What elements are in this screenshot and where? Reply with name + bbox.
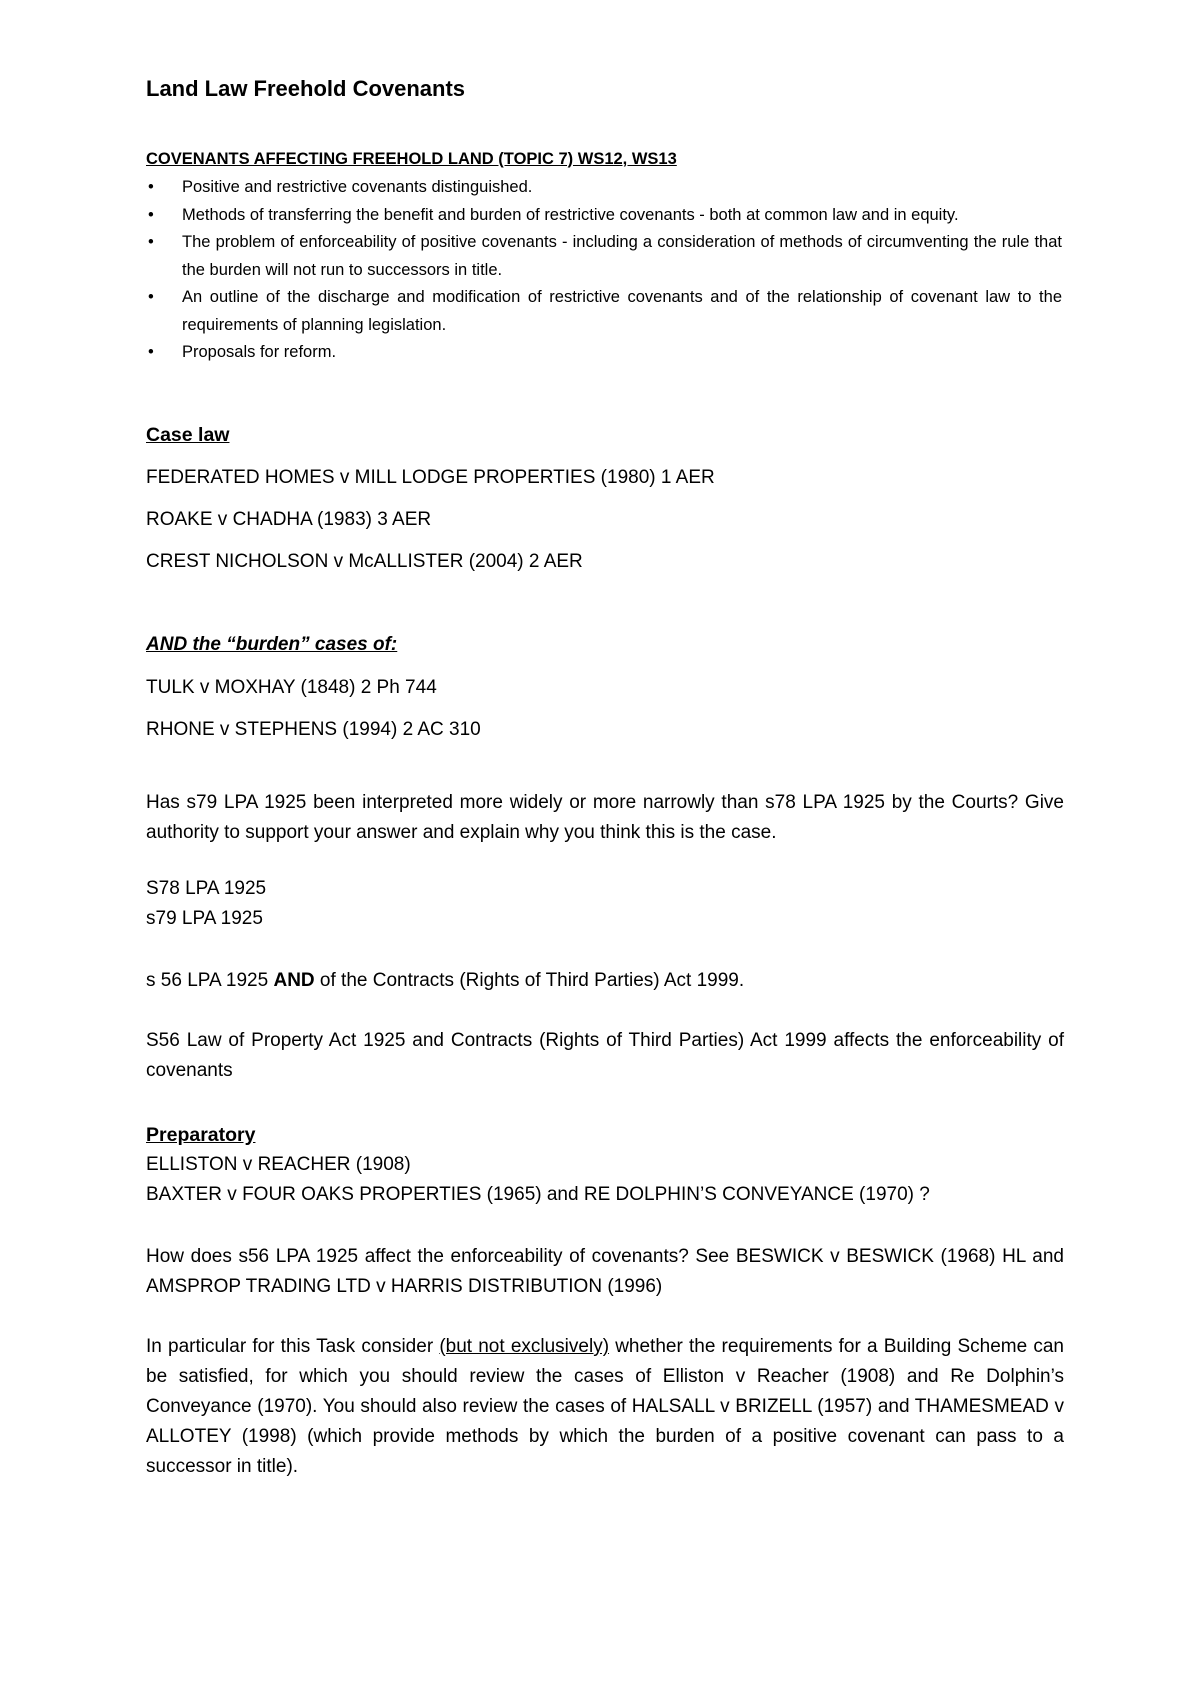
task-paragraph [146,1332,1064,1482]
case-citation: TULK v MOXHAY (1848) 2 Ph 744 [146,677,437,698]
burden-cases-heading: AND the “burden” cases of: [146,634,398,655]
task-text: In particular for this Task consider [146,1336,440,1357]
s56-effect-paragraph: S56 Law of Property Act 1925 and Contracts (Rights of Third Parties) Act 1999 affects the enforceability of covenants [146,1030,1064,1081]
task-text-rest: whether the requirements for a Building Scheme can be satisfied, for which you should review the cases of Elliston v Reacher (1908) and Re Dolphin’s Conveyance (1970). You should also review the cases of HALSALL v BRIZELL (1957) and THAMESMEAD v ALLOTEY (1998) (which provide methods by which the burden of a positive covenant can pass to a successor in title). [146,1336,1064,1477]
question-s56: How does s56 LPA 1925 affect the enforceability of covenants? See BESWICK v BESWICK (1968) HL and AMSPROP TRADING LTD v HARRIS DISTRIBUTION (1996) [146,1246,1064,1297]
list-item: • Proposals for reform. [146,339,1062,367]
case-citation: CREST NICHOLSON v McALLISTER (2004) 2 AER [146,551,583,572]
section-reference: S78 LPA 1925 [146,878,267,899]
list-item: • Methods of transferring the benefit and burden of restrictive covenants - both at common law and in equity. [146,202,1062,230]
s56-and: AND [273,970,315,991]
s56-contracts-line [146,966,1064,996]
list-item: • The problem of enforceability of positive covenants - including a consideration of methods of circumventing the rule that the burden will not run to successors in title. [146,229,1062,284]
case-citation: ELLISTON v REACHER (1908) [146,1154,411,1175]
case-citation: FEDERATED HOMES v MILL LODGE PROPERTIES (1980) 1 AER [146,467,715,488]
case-citation: ROAKE v CHADHA (1983) 3 AER [146,509,432,530]
case-citation: BAXTER v FOUR OAKS PROPERTIES (1965) and RE DOLPHIN’S CONVEYANCE (1970) ? [146,1184,930,1205]
question-s79: Has s79 LPA 1925 been interpreted more widely or more narrowly than s78 LPA 1925 by the Courts? Give authority to support your answer and explain why you think this is the case. [146,792,1064,843]
topic-bullet-list [146,174,1062,367]
topic-heading: COVENANTS AFFECTING FREEHOLD LAND (TOPIC 7) WS12, WS13 [146,150,677,168]
s56-text-rest: of the Contracts (Rights of Third Parties) Act 1999. [314,970,745,991]
case-law-heading: Case law [146,424,230,446]
list-item: • Positive and restrictive covenants distinguished. [146,174,1062,202]
page-title: Land Law Freehold Covenants [146,76,466,101]
preparatory-heading: Preparatory [146,1124,256,1146]
case-citation: RHONE v STEPHENS (1994) 2 AC 310 [146,719,481,740]
list-item: • An outline of the discharge and modification of restrictive covenants and of the relationship of covenant law to the requirements of planning legislation. [146,284,1062,339]
s56-text: s 56 LPA 1925 [146,970,274,991]
section-reference: s79 LPA 1925 [146,908,263,929]
task-underlined-text: (but not exclusively) [439,1336,610,1357]
